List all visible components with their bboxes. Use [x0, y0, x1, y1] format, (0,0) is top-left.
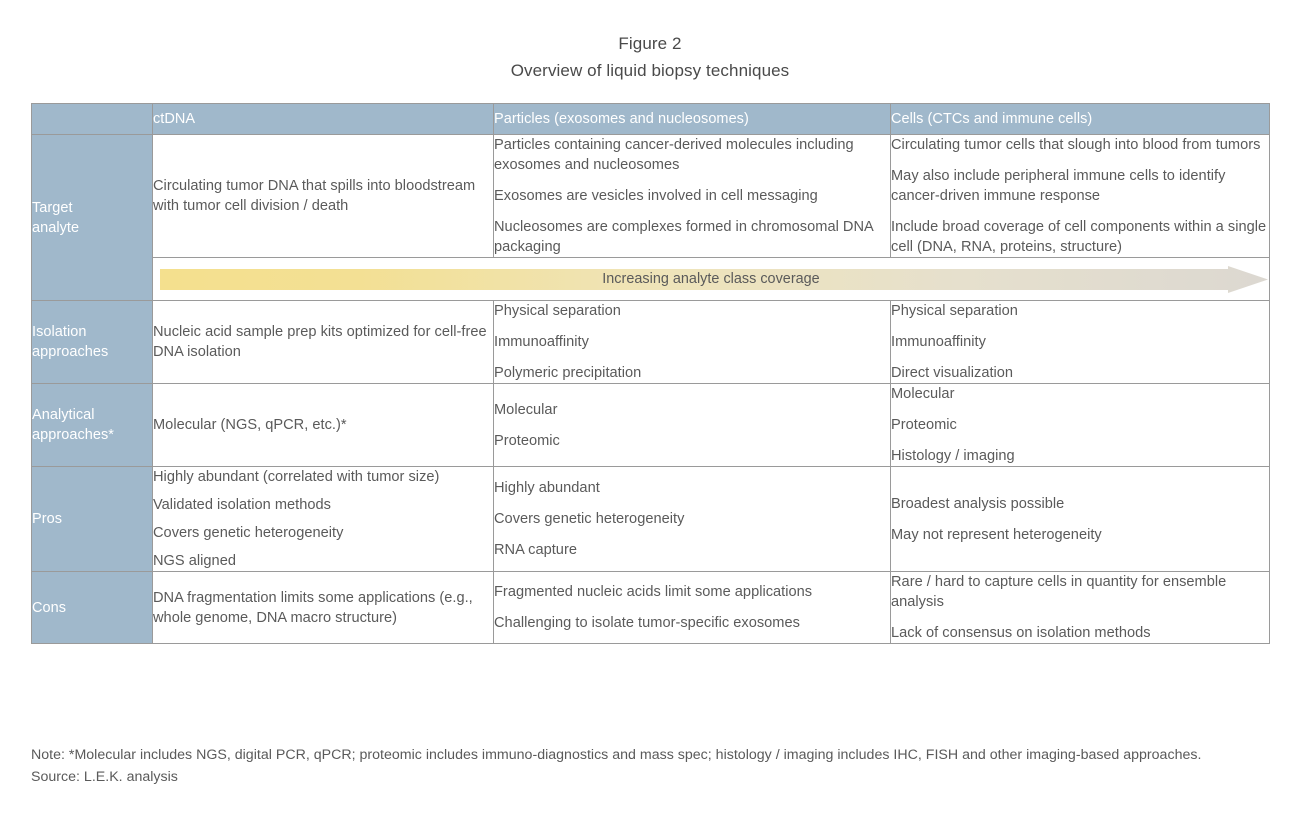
cell-pros-cells — [891, 467, 1270, 572]
figure-header — [0, 0, 1300, 84]
cell-text: Fragmented nucleic acids limit some applications — [494, 584, 813, 600]
cell-text: RNA capture — [494, 542, 577, 558]
column-header-particles: Particles (exosomes and nucleosomes) — [494, 104, 891, 135]
cell-text: May also include peripheral immune cells to identify cancer-driven immune response — [891, 168, 1226, 204]
row-label-line2: analyte — [32, 219, 80, 236]
row-label-line2: approaches* — [32, 427, 114, 443]
cell-cons-ctdna — [153, 572, 494, 644]
cell-text: Nucleosomes are complexes formed in chromosomal DNA packaging — [494, 219, 873, 255]
cell-text: Highly abundant (correlated with tumor size) — [153, 469, 440, 485]
cell-text: Proteomic — [891, 417, 957, 433]
cell-text: Molecular (NGS, qPCR, etc.)* — [153, 417, 347, 433]
cell-text: Nucleic acid sample prep kits optimized for cell-free DNA isolation — [153, 324, 487, 360]
cell-target-analyte-ctdna — [153, 135, 494, 258]
figure-title: Overview of liquid biopsy techniques — [510, 61, 790, 80]
cell-text: Direct visualization — [891, 365, 1014, 381]
cell-text: Rare / hard to capture cells in quantity for ensemble analysis — [891, 574, 1227, 610]
figure-number: Figure 2 — [618, 34, 682, 53]
cell-text: Covers genetic heterogeneity — [494, 511, 685, 527]
coverage-arrow-label: Increasing analyte class coverage — [602, 271, 820, 287]
cell-text: Immunoaffinity — [891, 334, 986, 350]
row-label-cons — [32, 572, 153, 644]
table-row-coverage-arrow — [32, 258, 1270, 301]
cell-pros-ctdna — [153, 467, 494, 572]
cell-text: Circulating tumor cells that slough into blood from tumors — [891, 137, 1261, 153]
column-header-ctdna: ctDNA — [153, 104, 494, 135]
table-header-row — [32, 104, 1270, 135]
row-label-line1: Target — [32, 199, 73, 216]
cell-cons-particles — [494, 572, 891, 644]
cell-cons-cells — [891, 572, 1270, 644]
cell-analytical-particles — [494, 384, 891, 467]
cell-text: Lack of consensus on isolation methods — [891, 625, 1151, 641]
cell-pros-particles — [494, 467, 891, 572]
row-label-line2: approaches — [32, 344, 109, 360]
row-label-line1: Isolation — [32, 324, 87, 340]
cell-target-analyte-cells — [891, 135, 1270, 258]
comparison-matrix — [31, 103, 1270, 644]
cell-isolation-ctdna — [153, 301, 494, 384]
cell-isolation-particles — [494, 301, 891, 384]
cell-text: May not represent heterogeneity — [891, 526, 1102, 543]
row-label-line1: Analytical — [32, 407, 95, 423]
table-row-cons — [32, 572, 1270, 644]
cell-text: Challenging to isolate tumor-specific exosomes — [494, 615, 800, 631]
table-row-analytical-approaches — [32, 384, 1270, 467]
cell-text: Include broad coverage of cell components within a single cell (DNA, RNA, proteins, structure) — [891, 219, 1267, 255]
footnote-source: Source: L.E.K. analysis — [31, 769, 178, 785]
row-label-pros — [32, 467, 153, 572]
cell-text: Highly abundant — [494, 480, 600, 496]
table-row-target-analyte — [32, 135, 1270, 258]
cell-text: Immunoaffinity — [494, 334, 589, 350]
cell-text: Molecular — [891, 386, 955, 402]
liquid-biopsy-comparison-table — [31, 103, 1269, 644]
cell-isolation-cells — [891, 301, 1270, 384]
coverage-arrow-band — [153, 258, 1269, 300]
cell-text: Proteomic — [494, 432, 560, 449]
cell-text: Polymeric precipitation — [494, 365, 642, 381]
footnote-note: Note: *Molecular includes NGS, digital PCR, qPCR; proteomic includes immuno-diagnostics and mass spec; histology / imaging includes IHC, FISH and other imaging-based approaches. — [31, 747, 1202, 763]
table-row-isolation-approaches — [32, 301, 1270, 384]
cell-target-analyte-particles — [494, 135, 891, 258]
header-corner-blank — [32, 104, 153, 135]
row-label-line1: Cons — [32, 599, 67, 616]
cell-text: Exosomes are vesicles involved in cell messaging — [494, 188, 818, 204]
cell-text: Physical separation — [891, 303, 1018, 319]
cell-text: Circulating tumor DNA that spills into bloodstream with tumor cell division / death — [153, 178, 476, 214]
column-header-cells: Cells (CTCs and immune cells) — [891, 104, 1270, 135]
cell-text: Validated isolation methods — [153, 497, 331, 513]
cell-analytical-ctdna — [153, 384, 494, 467]
row-label-isolation-approaches — [32, 301, 153, 384]
row-label-analytical-approaches — [32, 384, 153, 467]
row-label-target-analyte — [32, 135, 153, 301]
cell-text: Particles containing cancer-derived molecules including exosomes and nucleosomes — [494, 137, 854, 173]
cell-text: Physical separation — [494, 303, 621, 319]
cell-text: Molecular — [494, 401, 558, 418]
table-row-pros — [32, 467, 1270, 572]
cell-text: NGS aligned — [153, 553, 236, 569]
cell-text: Covers genetic heterogeneity — [153, 525, 344, 541]
footnotes — [31, 744, 1261, 788]
row-label-line1: Pros — [32, 511, 63, 527]
cell-text: Broadest analysis possible — [891, 495, 1065, 512]
cell-text: Histology / imaging — [891, 448, 1015, 464]
cell-text: DNA fragmentation limits some applications (e.g., whole genome, DNA macro structure) — [153, 589, 473, 626]
cell-analytical-cells — [891, 384, 1270, 467]
coverage-arrow-cell — [153, 258, 1270, 301]
